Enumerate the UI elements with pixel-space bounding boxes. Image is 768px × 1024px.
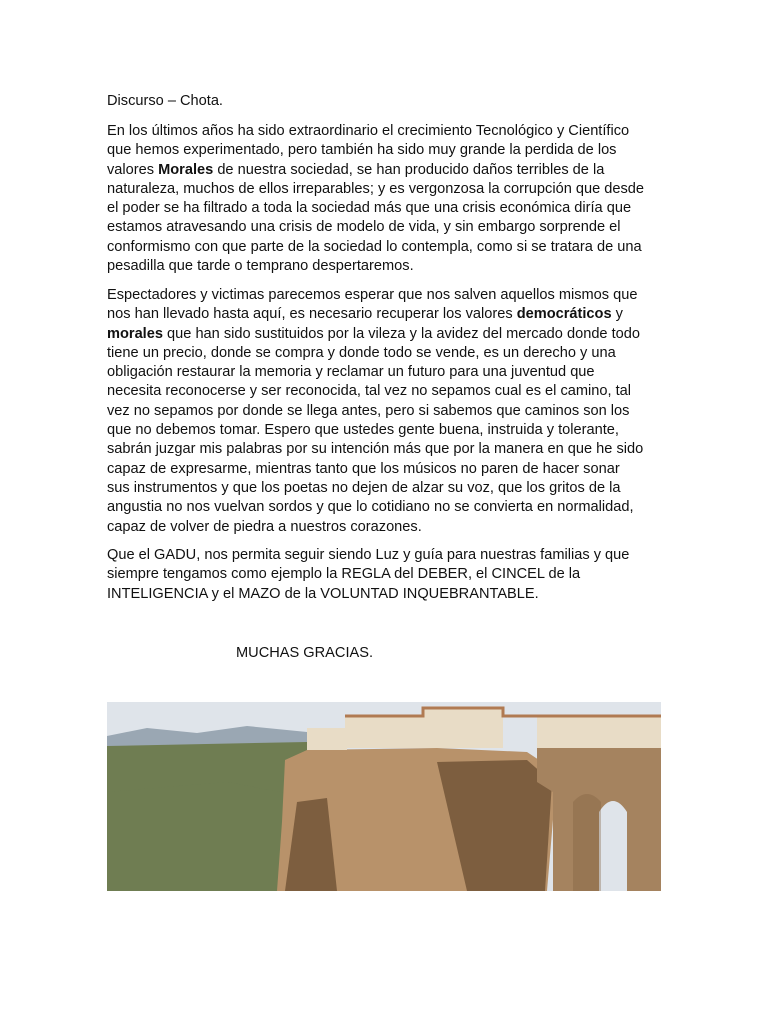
text-run: necesita reconocerse y ser reconocida, tal vez no sepamos cual es el camino, tal <box>107 383 632 400</box>
text-line <box>107 479 667 498</box>
photo-building <box>307 728 347 750</box>
text-line <box>107 257 667 276</box>
text-run: siempre tengamos como ejemplo la REGLA del DEBER, el CINCEL de la <box>107 566 581 583</box>
text-run: que hemos experimentado, pero también ha sido muy grande la perdida de los <box>107 142 617 159</box>
text-run: capaz de volver de piedra a nuestros corazones. <box>107 518 422 535</box>
text-run: de nuestra sociedad, se han producido daños terribles de la <box>213 161 605 178</box>
paragraph-3 <box>107 546 667 604</box>
text-run: conformismo con que parte de la sociedad lo contempla, como si se tratara de una <box>107 238 642 255</box>
text-run: Que el GADU, nos permita seguir siendo Luz y guía para nuestras familias y que <box>107 547 630 563</box>
text-run: valores <box>107 161 159 178</box>
text-run: INTELIGENCIA y el MAZO de la VOLUNTAD INQUEBRANTABLE. <box>107 585 539 602</box>
text-run: que no debemos tomar. Espero que ustedes gente buena, instruida y tolerante, <box>107 422 619 439</box>
text-line <box>107 238 667 257</box>
text-run: obligación restaurar la memoria y reclamar un futuro para una juventud que <box>107 364 595 381</box>
text-line <box>107 382 667 401</box>
landscape-illustration <box>107 702 661 891</box>
paragraph-2 <box>107 286 667 537</box>
text-run: angustia no nos vuelvan sordos y que lo cotidiano no se convierta en normalidad, <box>107 499 634 516</box>
text-line <box>107 344 667 363</box>
text-line <box>107 402 667 421</box>
document-title: Discurso – Chota. <box>107 93 223 109</box>
text-run: sus instrumentos y que los poetas no dejen de alzar su voz, que los gritos de la <box>107 479 621 496</box>
text-line <box>107 141 667 160</box>
photo-building <box>345 716 423 748</box>
text-run: sabrán juzgar mis palabras por su intención más que por la manera en que he sido <box>107 441 644 458</box>
text-line <box>107 122 667 141</box>
text-run: naturaleza, muchos de ellos irreparables; y es vergonzosa la corrupción que desde <box>107 180 645 197</box>
photo-bridge-arch <box>573 794 601 891</box>
text-run: En los últimos años ha sido extraordinario el crecimiento Tecnológico y Científico <box>107 123 630 139</box>
bold-text: morales <box>107 325 163 342</box>
photo-building <box>537 716 661 748</box>
text-line <box>107 180 667 199</box>
text-line <box>107 286 667 305</box>
text-line <box>107 518 667 537</box>
text-line <box>107 498 667 517</box>
text-run: pesadilla que tarde o temprano despertaremos. <box>107 258 414 275</box>
photo-building <box>423 708 503 748</box>
text-run: el poder se ha filtrado a toda la sociedad más que una crisis económica diría que <box>107 200 632 217</box>
text-run: capaz de expresarme, mientras tanto que los músicos no paren de hacer sonar <box>107 460 620 477</box>
text-line <box>107 460 667 479</box>
text-line <box>107 218 667 237</box>
text-run: estamos atravesando una crisis de modelo de vida, y sin embargo sorprende el <box>107 219 621 236</box>
paragraph-1 <box>107 122 667 276</box>
text-line <box>107 363 667 382</box>
text-line <box>107 305 667 324</box>
text-run: nos han llevado hasta aquí, es necesario recuperar los valores <box>107 306 517 323</box>
text-line <box>107 585 667 604</box>
closing-text: MUCHAS GRACIAS. <box>236 645 374 661</box>
text-line <box>107 161 667 180</box>
text-run: y <box>611 306 623 323</box>
text-line <box>107 546 667 565</box>
text-run: Espectadores y victimas parecemos esperar que nos salven aquellos mismos que <box>107 287 638 303</box>
text-line <box>107 325 667 344</box>
text-run: que han sido sustituidos por la vileza y la avidez del mercado donde todo <box>162 325 641 342</box>
text-line <box>107 565 667 584</box>
text-run: tiene un precio, donde se compra y donde todo se vende, es un derecho y una <box>107 344 616 361</box>
text-line <box>107 199 667 218</box>
text-run: vez no sepamos por donde se llega antes, pero si sabemos que caminos son los <box>107 402 630 419</box>
landscape-photo <box>107 702 661 891</box>
text-line <box>107 440 667 459</box>
text-line <box>107 421 667 440</box>
bold-text: democráticos <box>516 306 612 323</box>
bold-text: Morales <box>158 161 214 178</box>
